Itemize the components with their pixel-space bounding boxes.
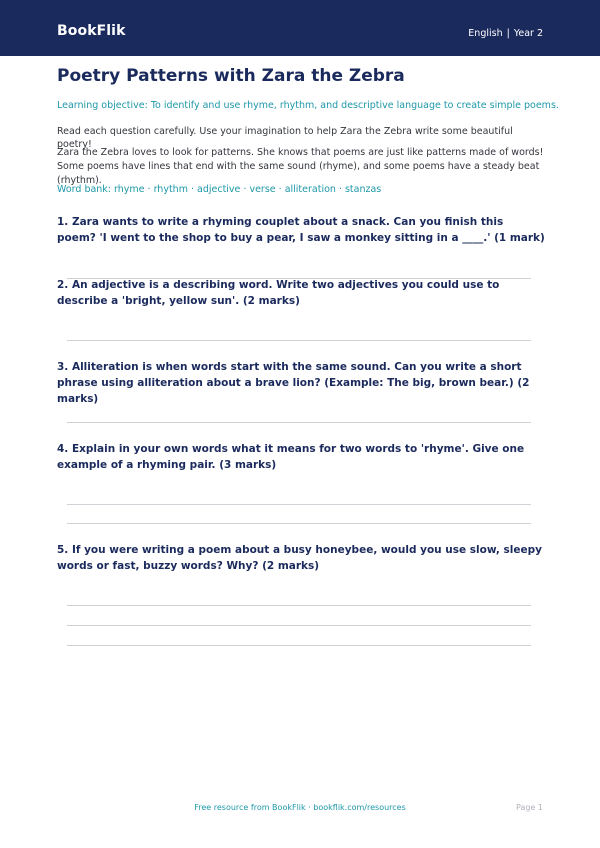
brand-logo: BookFlik [57, 23, 126, 39]
question-1: 1. Zara wants to write a rhyming couplet about a snack. Can you finish this poem? 'I went to the shop to buy a pear, I saw a monkey sitting in a ____.' (1 mark) [57, 216, 545, 244]
answer-line-4b[interactable] [67, 523, 531, 524]
answer-line-2[interactable] [67, 340, 531, 341]
page-header [0, 0, 600, 56]
answer-line-4a[interactable] [67, 504, 531, 505]
word-bank: Word bank: rhyme · rhythm · adjective · verse · alliteration · stanzas [57, 184, 382, 195]
subject-year [468, 28, 543, 39]
question-4: 4. Explain in your own words what it means for two words to 'rhyme'. Give one example of a rhyming pair. (3 marks) [57, 443, 525, 471]
learning-objective: Learning objective: To identify and use rhyme, rhythm, and descriptive language to create simple poems. [57, 100, 559, 111]
meta-separator: | [506, 28, 510, 39]
footer-credit: Free resource from BookFlik · bookflik.com/resources [194, 803, 406, 812]
answer-line-5c[interactable] [67, 645, 531, 646]
answer-line-3[interactable] [67, 422, 531, 423]
answer-line-5b[interactable] [67, 625, 531, 626]
story-text: Zara the Zebra loves to look for patterns. She knows that poems are just like patterns made of words! Some poems have lines that end with the same sound (rhyme), and some poems have a steady beat (rhythm). [57, 147, 544, 186]
answer-line-5a[interactable] [67, 605, 531, 606]
page-title: Poetry Patterns with Zara the Zebra [57, 66, 405, 86]
question-5: 5. If you were writing a poem about a busy honeybee, would you use slow, sleepy words or fast, buzzy words? Why? (2 marks) [57, 544, 542, 572]
subject-label: English [468, 28, 503, 39]
question-2: 2. An adjective is a describing word. Write two adjectives you could use to describe a 'bright, yellow sun'. (2 marks) [57, 279, 500, 307]
page-number: Page 1 [516, 803, 543, 812]
question-3: 3. Alliteration is when words start with the same sound. Can you write a short phrase using alliteration about a brave lion? (Example: The big, brown bear.) (2 marks) [57, 361, 530, 405]
year-label: Year 2 [513, 28, 543, 39]
intro-text: Read each question carefully. Use your imagination to help Zara the Zebra write some beautiful poetry! [57, 126, 513, 150]
